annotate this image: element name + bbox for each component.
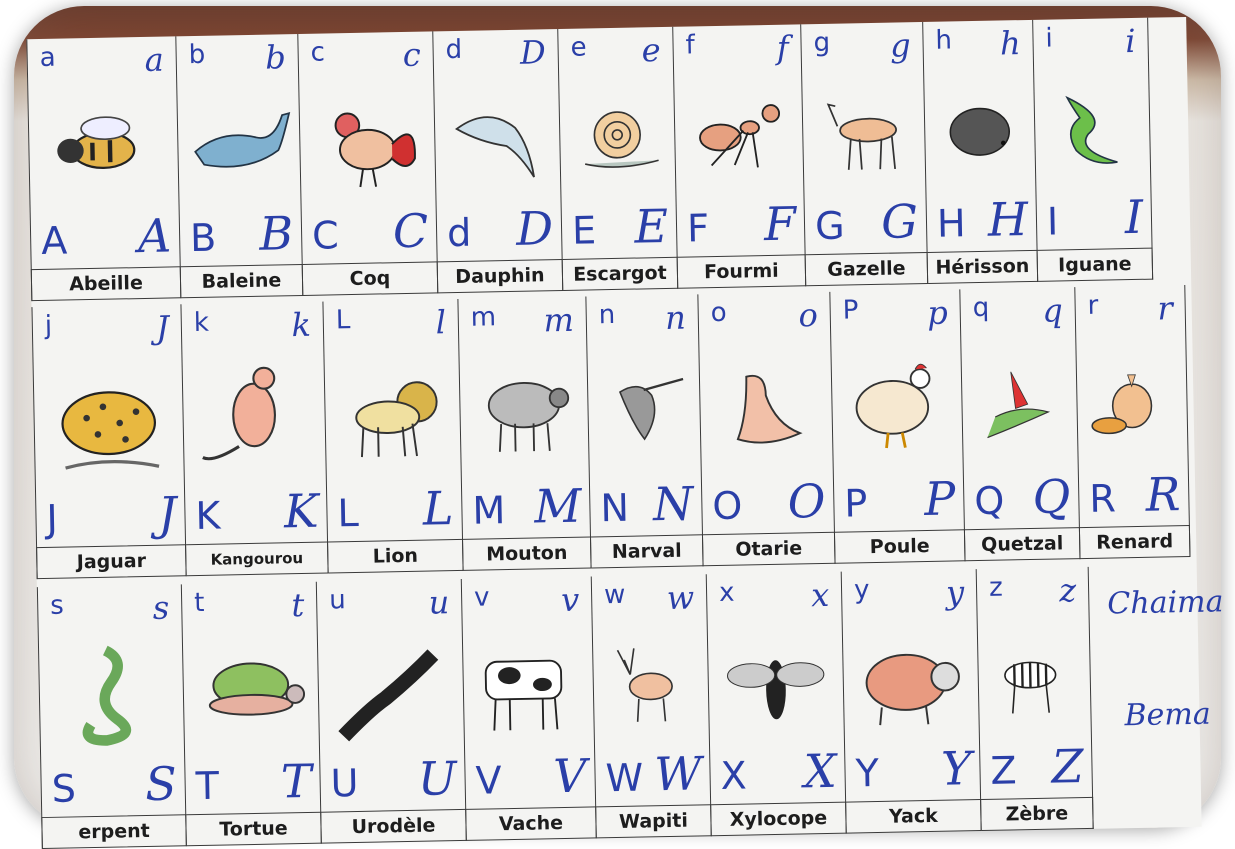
uppercase-letters (437, 203, 562, 257)
fox-icon (1084, 329, 1180, 467)
lowercase-print: j (45, 311, 53, 341)
animal-name: Narval (591, 534, 704, 568)
animal-name: Yack (846, 799, 982, 834)
lowercase-print: u (329, 585, 346, 615)
lowercase-script: x (811, 576, 830, 614)
snail-icon (567, 71, 667, 199)
uppercase-script: W (654, 746, 702, 801)
animal-name: Quetzal (965, 527, 1081, 561)
animal-name: Coq (303, 261, 439, 296)
animal-name: Kangourou (186, 542, 329, 577)
letter-cell-t (182, 582, 322, 847)
sheep-icon (467, 341, 581, 479)
lowercase-letters (462, 580, 592, 622)
lowercase-print: x (719, 578, 735, 608)
uppercase-print: Y (855, 751, 879, 795)
animal-name: Mouton (463, 536, 592, 570)
letter-cell-m (458, 297, 591, 571)
letter-cell-l (323, 299, 463, 574)
dolphin-icon (442, 73, 552, 201)
uppercase-letters (805, 196, 927, 250)
uppercase-letters (41, 758, 185, 813)
lowercase-letters (960, 291, 1075, 333)
uppercase-script: S (145, 756, 178, 811)
uppercase-letters (185, 756, 320, 811)
uppercase-print: X (720, 754, 747, 798)
lowercase-letters (592, 578, 707, 620)
lowercase-letters (842, 573, 977, 616)
lowercase-print: y (854, 575, 870, 605)
lowercase-letters (698, 296, 830, 339)
lowercase-script: v (561, 581, 580, 619)
uppercase-letters (462, 480, 590, 534)
uppercase-letters (327, 483, 462, 538)
uppercase-script: M (534, 479, 582, 534)
iguana-icon (1042, 62, 1142, 190)
uppercase-letters (31, 210, 180, 265)
hen-icon (839, 333, 955, 471)
rooster-icon (307, 76, 427, 204)
animal-name: Wapiti (596, 804, 712, 838)
uppercase-script: B (259, 206, 294, 261)
lowercase-print: e (570, 32, 587, 62)
uppercase-letters (590, 478, 702, 532)
uppercase-script: G (881, 194, 919, 249)
lowercase-script: g (890, 26, 911, 64)
uppercase-script: T (280, 754, 312, 809)
uppercase-print: T (195, 764, 219, 808)
animal-name: Hérisson (928, 250, 1039, 284)
letter-cell-z (977, 567, 1094, 831)
lowercase-script: e (641, 31, 661, 69)
uppercase-print: d (447, 211, 472, 255)
lowercase-letters (673, 28, 801, 70)
uppercase-script: I (1124, 190, 1143, 244)
sea-lion-icon (707, 336, 825, 474)
lowercase-print: z (989, 573, 1003, 603)
letter-cell-k (181, 302, 328, 577)
animal-name: Escargot (563, 257, 679, 291)
uppercase-print: J (46, 497, 58, 541)
jaguar-icon (41, 348, 176, 487)
lowercase-letters (1033, 22, 1148, 64)
lowercase-letters (33, 308, 182, 351)
lowercase-script: h (1000, 24, 1021, 62)
animal-name: Lion (328, 539, 464, 574)
uppercase-print: G (815, 204, 845, 249)
uppercase-script: Y (941, 741, 972, 796)
snake-icon (47, 628, 176, 756)
uppercase-letters (964, 471, 1079, 525)
animal-name: Jaguar (36, 544, 187, 579)
letter-cell-a (26, 36, 181, 301)
animal-name: Abeille (31, 266, 182, 301)
uppercase-letters (702, 476, 834, 531)
student-last-name: Bema (1124, 697, 1211, 734)
uppercase-letters (36, 488, 185, 543)
lowercase-letters (586, 298, 698, 340)
hedgehog-icon (932, 64, 1027, 192)
lowercase-letters (977, 571, 1089, 613)
uppercase-letters (710, 746, 845, 801)
uppercase-script: U (417, 751, 457, 806)
lowercase-script: y (946, 573, 965, 611)
salamander-icon (326, 623, 456, 751)
lowercase-letters (433, 33, 558, 75)
lowercase-print: i (1045, 24, 1053, 54)
lowercase-script: u (428, 583, 449, 621)
uppercase-script: J (157, 486, 176, 540)
alphabet-row-1 (26, 17, 1191, 301)
lowercase-letters (830, 293, 960, 335)
animal-name: Gazelle (806, 252, 929, 286)
lowercase-letters (317, 583, 462, 626)
uppercase-print: I (1047, 199, 1059, 243)
alphabet-row-2 (31, 285, 1196, 579)
whale-icon (185, 78, 292, 206)
letter-cell-i (1033, 18, 1153, 282)
lowercase-script: o (798, 296, 818, 334)
uppercase-letters (180, 208, 302, 262)
uppercase-print: O (712, 484, 743, 529)
uppercase-print: W (605, 756, 643, 801)
lowercase-script: a (144, 41, 164, 79)
uppercase-letters (927, 194, 1037, 248)
animal-name: Urodèle (321, 809, 467, 844)
animal-name: Fourmi (678, 254, 807, 288)
uppercase-letters (980, 741, 1092, 795)
tortoise-icon (191, 626, 311, 754)
lowercase-letters (27, 40, 176, 83)
letter-cell-q (960, 287, 1080, 561)
photo-frame (14, 6, 1221, 828)
lowercase-letters (458, 301, 586, 343)
letter-cell-r (1075, 285, 1190, 559)
lowercase-letters (298, 35, 433, 78)
lowercase-print: h (935, 25, 952, 55)
uppercase-print: M (472, 488, 506, 533)
quetzal-icon (969, 331, 1070, 469)
lowercase-letters (176, 38, 298, 80)
lowercase-print: r (1087, 291, 1098, 321)
uppercase-script: R (1145, 467, 1181, 522)
uppercase-letters (834, 473, 964, 527)
animal-name: Iguane (1038, 248, 1154, 282)
lowercase-script: z (1059, 571, 1077, 609)
uppercase-script: C (392, 204, 428, 259)
lowercase-script: k (291, 306, 311, 344)
uppercase-print: E (572, 208, 597, 252)
letter-cell-s (37, 584, 187, 849)
animal-name: Zèbre (981, 797, 1094, 831)
letter-cell-v (462, 576, 597, 840)
uppercase-letters (185, 486, 327, 541)
uppercase-letters (302, 205, 437, 260)
uppercase-script: K (284, 484, 319, 539)
lowercase-letters (558, 31, 673, 73)
ant-icon (682, 68, 795, 196)
carpenter-bee-icon (716, 616, 836, 744)
uppercase-letters (320, 753, 465, 808)
lowercase-script: r (1157, 289, 1173, 327)
uppercase-script: X (803, 744, 837, 799)
lowercase-letters (323, 303, 458, 346)
lowercase-letters (38, 588, 182, 631)
animal-name: Poule (835, 529, 966, 563)
uppercase-script: Z (1051, 739, 1084, 794)
lowercase-script: c (402, 36, 421, 74)
student-first-name: Chaima (1107, 584, 1224, 621)
uppercase-script: O (787, 474, 826, 529)
letter-cell-x (707, 572, 847, 837)
lowercase-print: o (710, 298, 726, 328)
uppercase-script: D (516, 201, 554, 256)
uppercase-letters (1036, 192, 1151, 246)
lowercase-print: P (842, 295, 858, 325)
uppercase-print: L (337, 491, 359, 535)
uppercase-print: U (330, 761, 359, 806)
lowercase-print: f (685, 30, 695, 60)
lowercase-print: d (445, 35, 462, 65)
letter-cell-c (298, 31, 438, 296)
lowercase-print: v (474, 582, 490, 612)
lowercase-script: l (435, 303, 446, 341)
zebra-icon (986, 611, 1083, 739)
lowercase-print: t (194, 588, 205, 618)
lion-icon (332, 343, 453, 481)
letter-cell-e (558, 27, 678, 291)
uppercase-print: B (190, 216, 217, 260)
lowercase-print: a (39, 43, 56, 73)
lowercase-script: n (665, 299, 686, 337)
animal-name: Otarie (703, 532, 836, 567)
animal-name: Xylocope (711, 802, 847, 837)
lowercase-print: c (310, 37, 325, 67)
lowercase-script: q (1042, 291, 1063, 329)
uppercase-script: L (422, 481, 454, 536)
lowercase-print: k (194, 308, 210, 338)
letter-cell-h (923, 20, 1038, 284)
animal-name: Renard (1080, 525, 1191, 559)
lowercase-letters (182, 306, 324, 349)
lowercase-script: i (1125, 22, 1136, 60)
cow-icon (471, 621, 586, 749)
uppercase-print: K (195, 494, 221, 538)
animal-name: Dauphin (438, 259, 564, 293)
lowercase-letters (707, 576, 842, 619)
alphabet-sheet (26, 17, 1201, 849)
letter-cell-w (592, 574, 712, 838)
animal-name: Tortue (186, 812, 322, 847)
animal-name: Baleine (181, 264, 304, 298)
lowercase-letters (801, 26, 923, 68)
letter-cell-n (586, 294, 703, 568)
lowercase-script: f (776, 29, 789, 67)
alphabet-row-3 (37, 565, 1202, 849)
animal-name: Vache (466, 806, 597, 840)
letter-cell-f (673, 24, 806, 288)
kangaroo-icon (190, 346, 318, 484)
letter-cell-y (842, 569, 982, 834)
letter-cell-j (31, 304, 186, 579)
lowercase-script: J (156, 309, 170, 347)
lowercase-script: p (927, 294, 948, 332)
lowercase-script: w (666, 578, 694, 617)
gazelle-icon (810, 66, 917, 194)
narwhal-icon (595, 339, 693, 477)
uppercase-print: N (600, 486, 629, 531)
uppercase-print: C (312, 213, 339, 258)
uppercase-print: R (1089, 476, 1116, 520)
uppercase-print: F (687, 206, 710, 250)
uppercase-script: N (653, 476, 694, 531)
uppercase-script: P (924, 471, 956, 526)
uppercase-script: F (764, 196, 797, 251)
letter-cell-d (433, 29, 563, 293)
uppercase-letters (1079, 469, 1189, 523)
lowercase-print: g (813, 28, 830, 58)
uppercase-letters (677, 198, 805, 252)
uppercase-print: Z (990, 748, 1017, 792)
uppercase-print: Q (974, 479, 1005, 524)
lowercase-print: L (335, 305, 350, 335)
lowercase-print: b (188, 40, 205, 70)
uppercase-script: E (634, 199, 669, 254)
uppercase-script: Q (1032, 469, 1071, 524)
uppercase-print: V (475, 758, 502, 802)
lowercase-letters (182, 586, 317, 629)
letter-cell-o (698, 292, 835, 566)
elk-icon (601, 618, 701, 746)
letter-cell-g (801, 22, 928, 286)
letter-cell-b (176, 34, 303, 298)
lowercase-script: m (543, 301, 574, 340)
uppercase-print: P (844, 481, 868, 525)
uppercase-letters (465, 750, 595, 804)
letter-cell-u (317, 579, 467, 844)
lowercase-script: t (291, 586, 305, 624)
lowercase-script: b (265, 38, 286, 76)
uppercase-print: A (41, 218, 68, 262)
lowercase-script: D (520, 33, 546, 71)
lowercase-letters (923, 24, 1033, 66)
lowercase-letters (1075, 289, 1185, 331)
lowercase-print: m (470, 302, 496, 332)
lowercase-print: s (50, 591, 64, 621)
letter-cell-p (830, 289, 965, 563)
uppercase-print: H (937, 201, 966, 246)
uppercase-script: V (553, 749, 587, 804)
lowercase-print: w (604, 580, 626, 610)
uppercase-letters (562, 201, 677, 255)
yak-icon (851, 613, 971, 741)
uppercase-letters (595, 748, 710, 802)
bee-icon (36, 80, 170, 209)
uppercase-script: H (987, 192, 1028, 247)
animal-name: erpent (41, 814, 187, 849)
uppercase-letters (845, 743, 980, 798)
uppercase-print: S (51, 766, 76, 810)
uppercase-script: A (137, 208, 171, 263)
lowercase-script: s (152, 589, 169, 627)
lowercase-print: n (598, 300, 615, 330)
lowercase-print: q (972, 293, 989, 323)
